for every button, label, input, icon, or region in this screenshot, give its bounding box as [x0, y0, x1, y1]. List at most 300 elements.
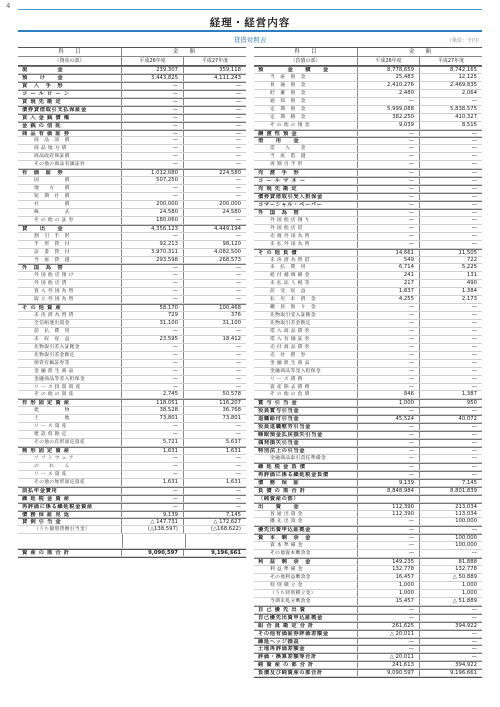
fy27-value: — [235, 327, 241, 334]
row-label: 貸 出 金 [18, 226, 122, 232]
liabilities-header-row [254, 48, 482, 57]
fy27-value: — [235, 296, 241, 303]
row-label: 保管有価証券等 [18, 360, 122, 367]
fy26-value: — [122, 344, 184, 351]
row-label: 証 書 貸 付 [18, 249, 122, 256]
table-row [18, 74, 246, 82]
fy27-value: — [235, 272, 241, 279]
fy26-value: — [358, 233, 420, 240]
fy27-value: — [471, 646, 477, 653]
row-label: 外 国 他 店 借 [254, 225, 358, 232]
fy27-value: 1,384 [461, 288, 477, 295]
fy26-value: 549 [358, 257, 420, 264]
row-label: （純資産の部） [254, 496, 358, 502]
row-label: 土 地 [18, 415, 122, 422]
row-label: 外 国 他 店 預 け [18, 272, 122, 279]
table-row [254, 304, 482, 312]
row-label: 未 決 済 為 替 借 [254, 257, 358, 264]
fy26-value: 239,307 [122, 67, 184, 73]
fy26-value: — [122, 352, 184, 359]
fy27-value: — [471, 201, 477, 208]
row-label: リ ー ス 資 産 [18, 471, 122, 478]
fy26-value: — [122, 384, 184, 391]
table-row [254, 407, 482, 415]
row-label: 資 本 準 備 金 [254, 542, 358, 549]
fy26-value: 4,356,123 [122, 226, 184, 232]
row-label: 先物取引受入証拠金 [254, 312, 358, 319]
table-row [18, 66, 246, 74]
row-label: 当期未処分剰余金 [254, 598, 358, 605]
row-label: 買 現 先 勘 定 [18, 99, 122, 105]
fy27-value: 1,631 [225, 448, 241, 454]
fy27-value: 9,196,661 [450, 670, 477, 677]
row-label: 金 融 派 生 商 品 [18, 368, 122, 375]
fy26-header: 平成26年度 [358, 57, 420, 65]
row-label: 建 物 [18, 407, 122, 414]
fy26-value: — [358, 344, 420, 351]
table-row [254, 622, 482, 630]
fy27-value: — [235, 82, 241, 89]
table-row [18, 106, 246, 114]
fy27-value: 5,838,575 [450, 105, 477, 112]
row-label: 建 設 仮 勘 定 [18, 431, 122, 438]
row-label: 預 金 積 金 [254, 67, 358, 73]
amount-header: 金 額 [172, 49, 195, 55]
fy27-value: 7,145 [461, 479, 477, 486]
table-row [254, 431, 482, 439]
fy27-value: — [235, 359, 241, 366]
table-row [254, 638, 482, 646]
table-row [254, 312, 482, 320]
row-label: その他有価証券評価差額金 [254, 631, 358, 637]
fy26-value: — [122, 145, 184, 152]
fy26-value: 58,170 [122, 305, 184, 311]
row-label: 前 払 費 用 [18, 328, 122, 335]
table-row [18, 177, 246, 185]
fy27-value: — [471, 654, 477, 661]
row-label: その他の商品有価証券 [18, 161, 122, 168]
fy26-value: — [122, 265, 184, 271]
fy26-value: — [358, 408, 420, 414]
fy27-value: — [471, 638, 477, 645]
row-label: 再 割 引 手 形 [254, 161, 358, 168]
table-row [18, 137, 246, 145]
fy26-value: △ 147,731 [122, 519, 184, 525]
fy26-value: — [122, 99, 184, 105]
table-row [18, 312, 246, 320]
fy27-value: — [235, 90, 241, 97]
fy26-value: — [358, 527, 420, 533]
fy26-value: 261,625 [358, 623, 420, 629]
fy26-value: — [358, 607, 420, 613]
row-label: 外 国 他 店 預 り [254, 217, 358, 224]
table-row [18, 526, 246, 534]
liabilities-table [254, 47, 482, 678]
table-row [254, 534, 482, 542]
fy26-value: 31,100 [122, 320, 184, 327]
fy26-value: 9,139 [358, 480, 420, 486]
row-label: 借 入 金 [254, 145, 358, 152]
table-row [254, 447, 482, 455]
table-row [254, 630, 482, 638]
fy26-value: — [358, 464, 420, 470]
row-label: 貸 倒 引 当 金 [18, 519, 122, 525]
fy27-value: (△168,622) [210, 526, 241, 533]
fy27-value: 213,034 [455, 503, 477, 510]
fy27-value: — [235, 185, 241, 192]
table-row [18, 296, 246, 304]
row-label: その他資本剰余金 [254, 550, 358, 557]
title-rule [18, 30, 482, 32]
row-label: ソ フ ト ウ ェ ア [18, 455, 122, 462]
table-row [254, 368, 482, 376]
fy27-value: 1,000 [461, 589, 477, 596]
fy26-value: — [122, 115, 184, 121]
row-label: 売 付 商 品 債 券 [254, 344, 358, 351]
fy27-value: 1,000 [461, 581, 477, 588]
row-label: 当 座 貸 越 [18, 257, 122, 264]
fy26-value: — [122, 91, 184, 97]
fy27-value: — [235, 130, 241, 137]
row-label: 特 別 積 立 金 [254, 582, 358, 589]
row-label: 買 入 手 形 [18, 83, 122, 89]
row-label: 資 産 除 去 債 務 [254, 384, 358, 391]
fy26-value: — [358, 131, 420, 137]
table-row [254, 130, 482, 138]
fy26-value: 217 [358, 280, 420, 287]
fy27-value: — [471, 335, 477, 342]
fy27-value: △ 172,627 [213, 519, 241, 526]
table-row [254, 590, 482, 598]
row-label: 株 式 [18, 209, 122, 216]
fy27-value: — [471, 343, 477, 350]
item-header: 科 目 [254, 48, 358, 56]
row-label: 前払年金費用 [18, 488, 122, 494]
fy27-value: — [235, 193, 241, 199]
fy26-value: 241,613 [358, 662, 420, 668]
fy27-value: — [235, 161, 241, 168]
fy27-value: 394,922 [455, 622, 477, 629]
table-row [18, 161, 246, 169]
row-label: 有 価 証 券 [18, 170, 122, 176]
fy27-value: — [471, 216, 477, 223]
fy26-value: 507,250 [122, 177, 184, 184]
fy26-value: — [122, 360, 184, 367]
fy26-value: — [358, 217, 420, 224]
row-label: 通 知 預 金 [254, 98, 358, 105]
row-label: 外 国 為 替 [18, 265, 122, 271]
row-label: そ の 他 の 負 債 [254, 391, 358, 398]
row-label: 退職給付引当金 [254, 416, 358, 422]
fy27-value: 224,580 [219, 170, 241, 177]
fy26-value: — [358, 202, 420, 208]
fy27-value: — [471, 375, 477, 382]
row-label: リ ー ス 投 資 資 産 [18, 384, 122, 391]
table-row [18, 328, 246, 336]
row-label: 負 債 の 部 合 計 [254, 488, 358, 494]
table-row [254, 598, 482, 606]
fy26-value: 6,714 [358, 264, 420, 271]
row-label: リ ー ス 債 務 [254, 376, 358, 383]
table-row [18, 399, 246, 407]
fy27-value: 100,468 [219, 305, 241, 312]
fy27-value: — [471, 304, 477, 311]
fy27-value: 36,768 [222, 407, 241, 414]
table-row [254, 201, 482, 209]
row-label: リ ー ス 資 産 [18, 423, 122, 430]
assets-header-row [18, 48, 246, 57]
table-row [18, 518, 246, 526]
row-label: 利 益 準 備 金 [254, 566, 358, 573]
row-label: 優先出資申込証拠金 [254, 527, 358, 533]
fy26-value: — [122, 193, 184, 200]
fy26-value [358, 496, 420, 502]
row-label: （うち特別積立金） [254, 590, 358, 597]
row-label: そ の 他 の 預 金 [254, 122, 358, 129]
row-label: 商 品 地 方 債 [18, 145, 122, 152]
fy27-value: 376 [230, 312, 241, 319]
table-row [254, 106, 482, 114]
fy27-value: — [235, 122, 241, 129]
fy27-value: — [235, 288, 241, 295]
fy26-value: — [122, 137, 184, 144]
fy26-value: — [358, 542, 420, 549]
row-label: そ の 他 の 資 産 [18, 391, 122, 398]
fy26-value: 1,000 [358, 400, 420, 406]
table-row [254, 328, 482, 336]
fy26-value: 3,970,311 [122, 249, 184, 256]
fy26-value: — [358, 225, 420, 232]
fy26-value: — [122, 185, 184, 192]
table-row [18, 272, 246, 280]
fy26-value: — [358, 170, 420, 176]
fy26-value: 149,235 [358, 559, 420, 565]
fy27-value: — [471, 138, 477, 145]
fy27-value: 1,631 [225, 478, 241, 485]
table-row [254, 566, 482, 574]
fy26-value: 73,801 [122, 415, 184, 422]
table-row [254, 423, 482, 431]
table-row [18, 280, 246, 288]
fy26-value: — [358, 472, 420, 478]
table-row [254, 376, 482, 384]
table-row [18, 503, 246, 511]
row-label: 買 入 金 銭 債 権 [18, 115, 122, 121]
fy26-value: 293,598 [122, 257, 184, 264]
row-label: 取 立 外 国 為 替 [18, 296, 122, 303]
fy27-value: — [471, 383, 477, 390]
fy26-value: △ 20,011 [358, 631, 420, 637]
table-row [18, 153, 246, 161]
table-row [18, 225, 246, 233]
fy27-value: 8,742,165 [450, 67, 477, 73]
table-row [254, 558, 482, 566]
fy27-value: 410,327 [455, 113, 477, 120]
fy27-value: — [235, 487, 241, 494]
row-label: 賞 与 引 当 金 [254, 400, 358, 406]
row-label: 債 務 保 証 見 返 [18, 512, 122, 518]
table-row [254, 98, 482, 106]
fy26-value: — [122, 131, 184, 137]
row-label: 債 務 保 証 [254, 480, 358, 486]
fy27-value: 950 [466, 400, 477, 407]
table-row [254, 518, 482, 526]
fy27-value: — [235, 153, 241, 160]
fy26-value: — [358, 518, 420, 525]
fy26-value: — [122, 288, 184, 295]
fy26-value: — [358, 424, 420, 430]
fy26-value: 200,000 [122, 201, 184, 208]
row-label: 国 債 [18, 177, 122, 184]
row-label: 社 債 [18, 201, 122, 208]
fy26-value: 9,090,597 [358, 670, 420, 676]
fy27-value: — [471, 408, 477, 415]
fy27-value: — [235, 106, 241, 113]
fy27-value: — [471, 424, 477, 431]
table-row [254, 114, 482, 122]
fy27-value: △ 50,889 [452, 574, 477, 580]
row-label: 再評価に係る繰延税金負債 [254, 472, 358, 478]
fy27-value: 2,469,835 [450, 81, 477, 88]
row-label: その他利益剰余金 [254, 574, 358, 581]
row-label: 前 受 収 益 [254, 288, 358, 295]
row-label: 繰延ヘッジ損益 [254, 639, 358, 645]
table-row [254, 233, 482, 241]
table-row [254, 264, 482, 272]
fy26-value: — [358, 178, 420, 184]
table-row [254, 653, 482, 661]
fy27-value: — [235, 383, 241, 390]
fy26-value: △ 20,011 [358, 654, 420, 660]
fy27-value: — [471, 145, 477, 152]
row-label: コ ー ル ロ ー ン [18, 91, 122, 97]
row-label: 当 座 預 金 [254, 74, 358, 81]
table-row [18, 368, 246, 376]
table-row [254, 352, 482, 360]
fy27-value: — [235, 462, 241, 469]
row-label: 金融商品取引責任準備金 [254, 455, 358, 462]
fy27-value: 12,125 [458, 73, 477, 80]
table-row [18, 511, 246, 519]
table-row [254, 177, 482, 185]
table-row [254, 145, 482, 153]
fy26-value: — [122, 296, 184, 303]
fy27-value: — [471, 359, 477, 366]
fy27-value: — [235, 114, 241, 121]
fy26-value: — [122, 83, 184, 89]
fy26-value: — [358, 455, 420, 462]
table-row [18, 233, 246, 241]
fy27-value: — [471, 527, 477, 534]
row-label: 繰 延 税 金 負 債 [254, 464, 358, 470]
fy27-value: 4,082,500 [214, 248, 241, 255]
table-row [254, 511, 482, 519]
row-label: 偶発損失引当金 [254, 440, 358, 446]
fy26-value: 132,778 [358, 566, 420, 573]
row-label: 買 入 外 国 為 替 [18, 288, 122, 295]
fy27-value: 5,637 [225, 439, 241, 446]
item-header: 科 目 [18, 48, 122, 56]
fy27-value: — [471, 432, 477, 439]
fy27-value: — [235, 177, 241, 184]
fy27-value: — [471, 614, 477, 621]
fy27-value: — [235, 423, 241, 430]
row-label: 当 座 借 越 [254, 153, 358, 160]
table-row [18, 447, 246, 455]
table-row [18, 130, 246, 138]
page-number: 4 [6, 2, 11, 10]
fy26-value: — [358, 145, 420, 152]
fy26-value: — [358, 328, 420, 335]
row-label: 先物取引差金勘定 [18, 352, 122, 359]
table-row [254, 399, 482, 407]
fy26-value: — [358, 384, 420, 391]
unit-label: （単位：千円） [446, 38, 482, 44]
row-label: 全信組連出資金 [18, 320, 122, 327]
row-label: 組 合 員 勘 定 合 計 [254, 623, 358, 629]
row-label: 利 益 剰 余 金 [254, 559, 358, 565]
fy26-value: — [122, 423, 184, 430]
fy27-value: 31,100 [222, 320, 241, 326]
table-row [254, 669, 482, 677]
fy26-value: — [358, 535, 420, 541]
fy26-value: — [358, 550, 420, 557]
row-label: 普 通 預 金 [254, 82, 358, 89]
fy27-value: 50,578 [222, 391, 241, 398]
fy27-value: — [235, 280, 241, 287]
fy27-value: — [235, 232, 241, 239]
fy27-value: — [471, 448, 477, 454]
table-row [254, 225, 482, 233]
table-row [254, 74, 482, 82]
table-row [254, 455, 482, 463]
row-label: 有 形 固 定 資 産 [18, 400, 122, 406]
fy26-header: 平成26年度 [122, 57, 184, 65]
fy27-value: — [471, 351, 477, 358]
table-row [18, 185, 246, 193]
fy26-value: — [358, 646, 420, 652]
fy27-value: 8,801,839 [450, 487, 477, 494]
row-label: 払 戻 未 済 金 [254, 296, 358, 303]
row-label: 金融商品等受入担保金 [254, 368, 358, 375]
fy26-value: — [122, 504, 184, 510]
table-row [18, 344, 246, 352]
fy26-value: — [358, 352, 420, 359]
row-label: 売 現 先 勘 定 [254, 186, 358, 192]
table-row [18, 169, 246, 177]
row-label: 借 入 商 品 債 券 [254, 328, 358, 335]
fy26-value: 15,457 [358, 598, 420, 605]
table-row [254, 161, 482, 169]
row-label: 譲 渡 性 預 金 [254, 131, 358, 137]
fy27-value: 100,000 [455, 518, 477, 525]
assets-subheader-row [18, 57, 246, 66]
fy27-value: — [471, 224, 477, 231]
table-row [18, 201, 246, 209]
fy26-value: 9,039 [358, 122, 420, 129]
table-row [18, 304, 246, 312]
row-label: 土地再評価差額金 [254, 646, 358, 652]
table-row [18, 415, 246, 423]
fy27-header: 平成27年度 [437, 58, 465, 64]
table-row [254, 336, 482, 344]
top-rule [18, 9, 482, 10]
fy27-value: — [471, 186, 477, 192]
row-label: 金 融 派 生 商 品 [254, 360, 358, 367]
fy26-value: 5,999,088 [358, 106, 420, 113]
table-row [254, 542, 482, 550]
fy26-value: 382,250 [358, 114, 420, 121]
